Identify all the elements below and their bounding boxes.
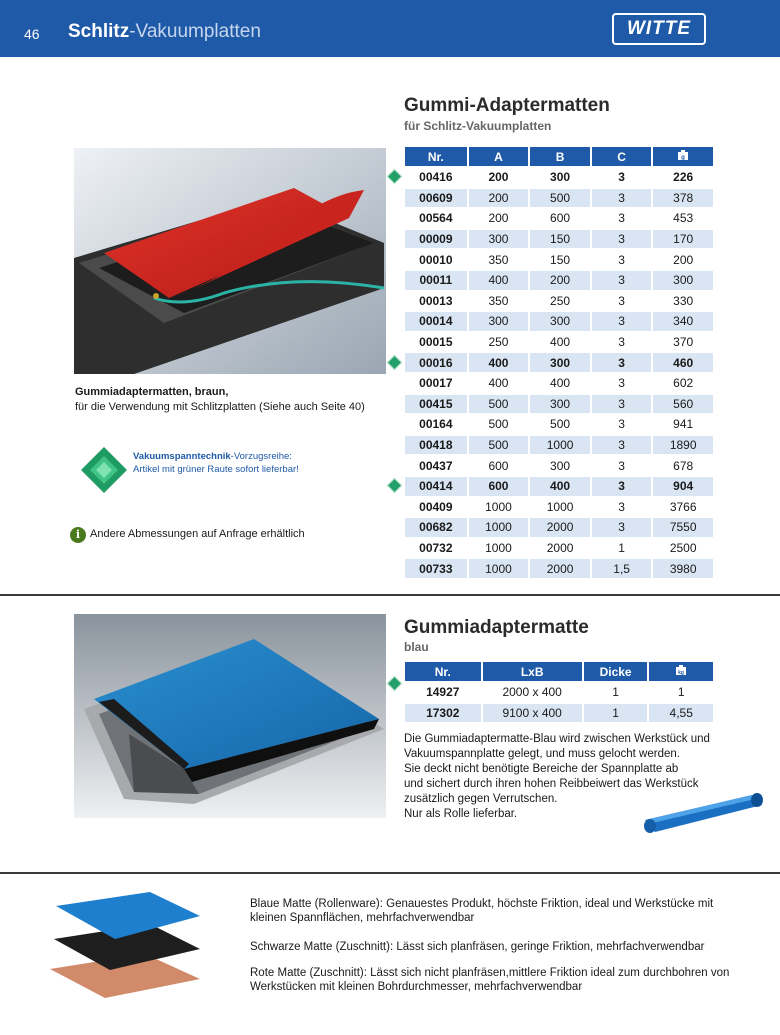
- cell-c: 3: [592, 353, 651, 372]
- table-row: [405, 456, 713, 475]
- page-title: [68, 21, 261, 43]
- table-header: [405, 662, 713, 681]
- legend-rest: -Vorzugsreihe:: [230, 451, 292, 462]
- cell-weight: 170: [653, 230, 713, 249]
- divider-2: [0, 872, 780, 874]
- red-mat-photo: [74, 148, 386, 374]
- cell-b: 250: [530, 292, 590, 311]
- table-row: [405, 518, 713, 537]
- preferred-range-icon: [80, 446, 128, 494]
- cell-weight: 1890: [653, 436, 713, 455]
- cell-b: 400: [530, 374, 590, 393]
- cell-nr: 00414: [405, 477, 467, 496]
- cell-a: 600: [469, 456, 529, 475]
- cell-weight: 602: [653, 374, 713, 393]
- cell-a: 1000: [469, 518, 529, 537]
- cell-c: 3: [592, 456, 651, 475]
- cell-b: 300: [530, 168, 590, 187]
- cell-a: 350: [469, 250, 529, 269]
- cell-a: 200: [469, 189, 529, 208]
- table-header: [405, 147, 713, 166]
- cell-lxb: 9100 x 400: [483, 704, 582, 723]
- table-row: [405, 230, 713, 249]
- info-icon: i: [70, 527, 86, 543]
- cell-nr: 00682: [405, 518, 467, 537]
- table-row: [405, 333, 713, 352]
- cell-weight: 330: [653, 292, 713, 311]
- divider-1: [0, 594, 780, 596]
- table-row: [405, 353, 713, 372]
- cell-nr: 00609: [405, 189, 467, 208]
- cell-nr: 00013: [405, 292, 467, 311]
- table-row: [405, 395, 713, 414]
- cell-weight: 3980: [653, 559, 713, 578]
- col-b: B: [530, 147, 590, 166]
- cell-a: 600: [469, 477, 529, 496]
- cell-weight: 3766: [653, 498, 713, 517]
- col-a: A: [469, 147, 529, 166]
- cell-a: 500: [469, 436, 529, 455]
- table-row: [405, 209, 713, 228]
- col-weight: [649, 662, 713, 681]
- cell-weight: 460: [653, 353, 713, 372]
- blue-roll-photo: [637, 790, 767, 838]
- cell-dicke: 1: [584, 683, 648, 702]
- col-weight: [653, 147, 713, 166]
- legend-bold: Vakuumspanntechnik: [133, 451, 231, 462]
- cell-b: 1000: [530, 436, 590, 455]
- cell-c: 3: [592, 250, 651, 269]
- table-row: [405, 189, 713, 208]
- cell-weight: 941: [653, 415, 713, 434]
- cell-weight: 378: [653, 189, 713, 208]
- cell-a: 300: [469, 230, 529, 249]
- cell-c: 3: [592, 333, 651, 352]
- col-c: C: [592, 147, 651, 166]
- cell-b: 200: [530, 271, 590, 290]
- col-nr: Nr.: [405, 662, 481, 681]
- cell-c: 3: [592, 271, 651, 290]
- cell-a: 200: [469, 209, 529, 228]
- cell-nr: 00416: [405, 168, 467, 187]
- legend-line2: Artikel mit grüner Raute sofort lieferbar!: [133, 464, 299, 475]
- cell-a: 250: [469, 333, 529, 352]
- table-row: [405, 292, 713, 311]
- cell-weight: 7550: [653, 518, 713, 537]
- page-title-bold: Schlitz: [68, 21, 130, 42]
- cell-c: 3: [592, 374, 651, 393]
- cell-a: 400: [469, 271, 529, 290]
- info-text: Andere Abmessungen auf Anfrage erhältlich: [90, 528, 305, 540]
- cell-nr: 00017: [405, 374, 467, 393]
- page-number: 46: [24, 26, 40, 42]
- cell-b: 500: [530, 189, 590, 208]
- cell-b: 600: [530, 209, 590, 228]
- table-row: [405, 559, 713, 578]
- mat-red-text: Rote Matte (Zuschnitt): Lässt sich nicht planfräsen,mittlere Friktion ideal zum durchbohren von Werkstücken mit kleinen Bohrdurchmesser, mehrfachverwendbar: [250, 967, 730, 993]
- mat-black-text: Schwarze Matte (Zuschnitt): Lässt sich planfräsen, geringe Friktion, mehrfachverwendbar: [250, 941, 705, 953]
- table-row: [405, 436, 713, 455]
- cell-weight: 678: [653, 456, 713, 475]
- cell-b: 300: [530, 456, 590, 475]
- cell-weight: 453: [653, 209, 713, 228]
- cell-nr: 00415: [405, 395, 467, 414]
- cell-c: 3: [592, 477, 651, 496]
- table-row: [405, 168, 713, 187]
- cell-b: 1000: [530, 498, 590, 517]
- col-nr: Nr.: [405, 147, 467, 166]
- section1-table: [403, 145, 715, 580]
- cell-b: 2000: [530, 518, 590, 537]
- section1-subtitle: für Schlitz-Vakuumplatten: [404, 119, 552, 133]
- cell-nr: 17302: [405, 704, 481, 723]
- cell-a: 400: [469, 374, 529, 393]
- cell-a: 400: [469, 353, 529, 372]
- weight-icon: [675, 664, 687, 676]
- section2-subtitle: blau: [404, 640, 429, 654]
- cell-lxb: 2000 x 400: [483, 683, 582, 702]
- cell-b: 150: [530, 250, 590, 269]
- cell-b: 300: [530, 353, 590, 372]
- header-bar: [0, 0, 780, 57]
- caption-bold: Gummiadaptermatten, braun,: [75, 386, 229, 398]
- cell-c: 3: [592, 209, 651, 228]
- cell-nr: 00418: [405, 436, 467, 455]
- table-row: [405, 271, 713, 290]
- cell-nr: 00409: [405, 498, 467, 517]
- cell-nr: 00732: [405, 539, 467, 558]
- table-row: [405, 312, 713, 331]
- cell-b: 300: [530, 395, 590, 414]
- cell-nr: 00009: [405, 230, 467, 249]
- cell-nr: 00733: [405, 559, 467, 578]
- desc-line: Nur als Rolle lieferbar.: [404, 808, 518, 820]
- col-dicke: Dicke: [584, 662, 648, 681]
- cell-a: 1000: [469, 498, 529, 517]
- cell-nr: 14927: [405, 683, 481, 702]
- desc-line: zusätzlich gegen Verrutschen.: [404, 793, 558, 805]
- preferred-range-legend: [133, 450, 299, 476]
- witte-logo: [612, 13, 706, 45]
- cell-weight: 300: [653, 271, 713, 290]
- cell-b: 300: [530, 312, 590, 331]
- table-row: [405, 250, 713, 269]
- logo-text: WITTE: [626, 18, 692, 39]
- desc-line: Die Gummiadaptermatte-Blau wird zwischen Werkstück und: [404, 733, 710, 745]
- cell-b: 2000: [530, 559, 590, 578]
- svg-text:kg: kg: [678, 670, 685, 676]
- cell-b: 400: [530, 333, 590, 352]
- cell-a: 300: [469, 312, 529, 331]
- weight-icon: [677, 149, 689, 161]
- cell-weight: 1: [649, 683, 713, 702]
- cell-dicke: 1: [584, 704, 648, 723]
- col-lxb: LxB: [483, 662, 582, 681]
- cell-nr: 00164: [405, 415, 467, 434]
- cell-c: 3: [592, 395, 651, 414]
- cell-b: 2000: [530, 539, 590, 558]
- preferred-diamond-icon: [387, 169, 403, 185]
- cell-b: 150: [530, 230, 590, 249]
- preferred-diamond-icon: [387, 354, 403, 370]
- cell-c: 3: [592, 518, 651, 537]
- cell-c: 3: [592, 415, 651, 434]
- table-row: [405, 477, 713, 496]
- cell-a: 200: [469, 168, 529, 187]
- cell-nr: 00016: [405, 353, 467, 372]
- cell-b: 400: [530, 477, 590, 496]
- table-row: [405, 704, 713, 723]
- cell-c: 3: [592, 230, 651, 249]
- blue-mat-photo: [74, 614, 386, 818]
- cell-a: 350: [469, 292, 529, 311]
- mat-blue-text: Blaue Matte (Rollenware): Genauestes Produkt, höchste Friktion, ideal und Werkstücke mit kleinen Spannflächen, mehrfachverwendbar: [250, 898, 714, 924]
- page-title-rest: -Vakuumplatten: [129, 21, 261, 42]
- table-row: [405, 415, 713, 434]
- cell-a: 1000: [469, 539, 529, 558]
- desc-line: Vakuumspannplatte gelegt, und muss gelocht werden.: [404, 748, 680, 760]
- cell-c: 3: [592, 312, 651, 331]
- cell-weight: 370: [653, 333, 713, 352]
- cell-nr: 00014: [405, 312, 467, 331]
- cell-weight: 340: [653, 312, 713, 331]
- cell-a: 500: [469, 415, 529, 434]
- section2-title: Gummiadaptermatte: [404, 617, 589, 638]
- table-row: [405, 498, 713, 517]
- svg-text:g: g: [681, 155, 686, 161]
- section2-table: [403, 660, 715, 724]
- mat-types-photo: [50, 884, 210, 1000]
- cell-c: 3: [592, 498, 651, 517]
- cell-weight: 560: [653, 395, 713, 414]
- cell-nr: 00015: [405, 333, 467, 352]
- cell-c: 3: [592, 168, 651, 187]
- caption-text: für die Verwendung mit Schlitzplatten (Siehe auch Seite 40): [75, 401, 365, 413]
- cell-c: 1,5: [592, 559, 651, 578]
- cell-nr: 00011: [405, 271, 467, 290]
- cell-c: 1: [592, 539, 651, 558]
- desc-line: und sichert durch ihren hohen Reibbeiwert das Werkstück: [404, 778, 699, 790]
- cell-nr: 00437: [405, 456, 467, 475]
- cell-nr: 00564: [405, 209, 467, 228]
- section1-title: Gummi-Adaptermatten: [404, 95, 610, 116]
- cell-weight: 2500: [653, 539, 713, 558]
- cell-b: 500: [530, 415, 590, 434]
- cell-weight: 4,55: [649, 704, 713, 723]
- cell-c: 3: [592, 292, 651, 311]
- cell-a: 1000: [469, 559, 529, 578]
- cell-a: 500: [469, 395, 529, 414]
- cell-c: 3: [592, 189, 651, 208]
- cell-c: 3: [592, 436, 651, 455]
- section1-caption: [75, 385, 395, 415]
- table-row: [405, 539, 713, 558]
- cell-nr: 00010: [405, 250, 467, 269]
- table-row: [405, 683, 713, 702]
- table-row: [405, 374, 713, 393]
- cell-weight: 904: [653, 477, 713, 496]
- cell-weight: 200: [653, 250, 713, 269]
- cell-weight: 226: [653, 168, 713, 187]
- desc-line: Sie deckt nicht benötigte Bereiche der Spannplatte ab: [404, 763, 679, 775]
- preferred-diamond-icon: [387, 478, 403, 494]
- preferred-diamond-icon: [387, 676, 403, 692]
